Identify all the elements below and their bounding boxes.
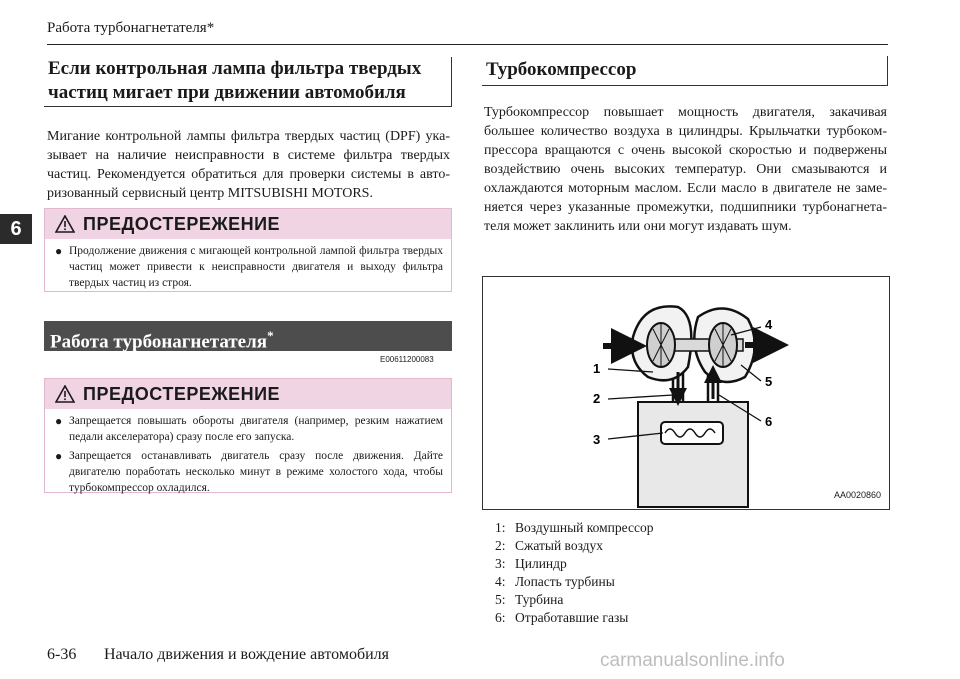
caution-header [45,379,451,409]
section-heading-turbocharger: Турбокомпрессор [482,56,888,86]
caution-item: ● Продолжение движения с мигающей контрольной лампой фильтра твердых частиц может привести к неисправности двигателя и выходу фильтра твердых частиц из строя. [55,244,443,289]
figure-legend [495,519,653,627]
callout-3: 3 [593,432,601,447]
warning-triangle-icon [55,385,75,403]
legend-item: 3: Цилиндр [495,556,567,571]
caution-title: ПРЕДОСТЕРЕЖЕНИЕ [83,213,281,234]
section-heading-turbo-operation: Работа турбонагнетателя* [44,321,452,351]
warning-triangle-icon [55,215,75,233]
dpf-paragraph: Мигание контрольной лампы фильтра твердых частиц (DPF) ука-зывает на наличие неисправности в системе фильтра твердых частиц. Рекомендуется обратиться для проверки системы в авто-ризованный сервисный центр MITSUBISHI MOTORS. [47,129,450,201]
turbocharger-paragraph: Турбокомпрессор повышает мощность двигателя, закачивая большее количество воздуха в цилиндры. Крыльчатки турбоком-прессора вращаются с очень высокой скоростью и подвержены воздействию очень высоких температур. Они смазываются и охлаждаются моторным маслом. Если масло в двигателе не заме-няется через указанные промежутки, подшипники турбонагнета-теля может заклинить или они могут издавать шум. [484,105,887,234]
turbocharger-illustration [483,277,889,509]
page-number: 6-36 [47,646,77,663]
footer-chapter-title: Начало движения и вождение автомобиля [104,646,390,663]
legend-item: 2: Сжатый воздух [495,538,604,553]
heading-asterisk: * [267,328,274,343]
legend-item: 1: Воздушный компрессор [495,520,654,535]
turbocharger-diagram [482,276,890,510]
caution-title: ПРЕДОСТЕРЕЖЕНИЕ [83,383,281,404]
callout-5: 5 [765,374,773,389]
bullet-dot-icon: ● [55,449,63,463]
chapter-tab: 6 [0,214,32,244]
caution-box-turbo [44,378,452,493]
running-header: Работа турбонагнетателя* [47,20,215,36]
figure-code: AA0020860 [833,490,881,500]
caution-box-dpf [44,208,452,292]
watermark: carmanualsonline.info [600,650,785,671]
caution-item: ● Запрещается повышать обороты двигателя (например, резким нажатием педали акселератора) сразу после его запуска. [55,414,443,443]
callout-1: 1 [593,361,601,376]
callout-4: 4 [765,317,773,332]
section-code: E00611200083 [380,355,434,364]
legend-item: 5: Турбина [495,592,564,607]
section-heading-dpf: Если контрольная лампа фильтра твердых частиц мигает при движении автомобиля [44,57,452,107]
bullet-dot-icon: ● [55,414,63,428]
callout-2: 2 [593,391,601,406]
legend-item: 4: Лопасть турбины [495,574,615,589]
caution-header [45,209,451,239]
header-rule [47,44,888,45]
callout-6: 6 [765,414,773,429]
bullet-dot-icon: ● [55,244,63,258]
legend-item: 6: Отработавшие газы [495,610,629,625]
caution-item: ● Запрещается останавливать двигатель сразу после движения. Дайте двигателю поработать несколько минут в режиме холостого хода, чтобы турбокомпрессор охладился. [55,449,443,494]
